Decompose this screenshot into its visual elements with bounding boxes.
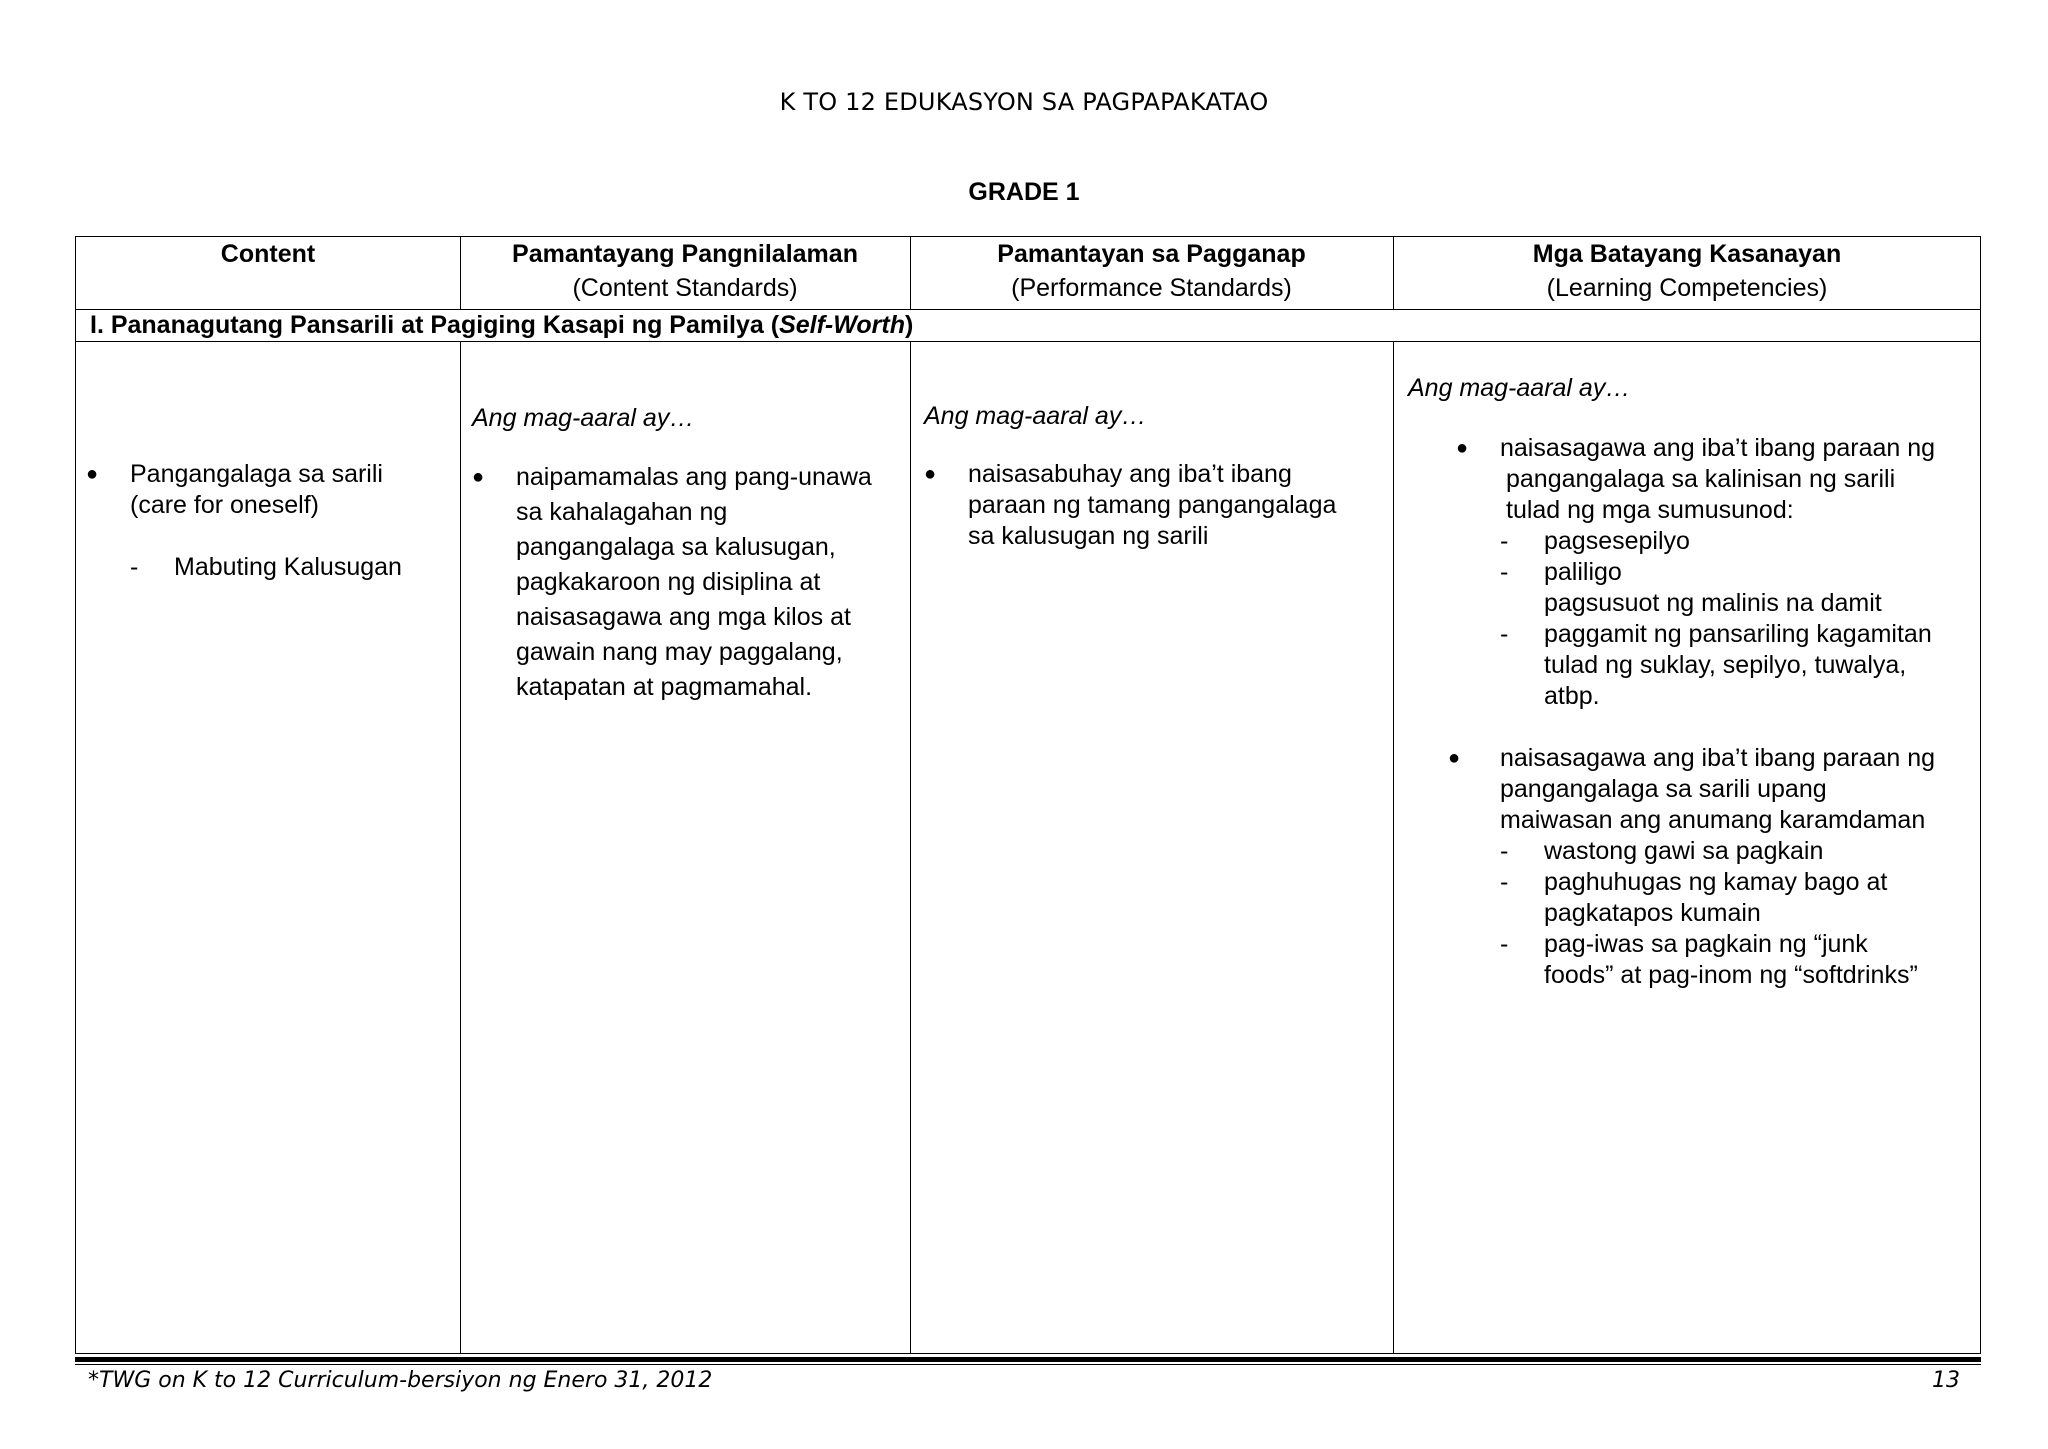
competency-line: paghuhugas ng kamay bago at: [1544, 868, 1888, 896]
column-header-learning-competencies: [1393, 237, 1981, 309]
competency-line: pangangalaga sa sarili upang: [1500, 775, 1827, 803]
dash-marker: -: [130, 553, 139, 581]
column-header-title: Content: [220, 240, 316, 268]
sub-item: [1500, 867, 1976, 929]
section-italic: Self-Worth: [779, 311, 905, 339]
column-header-subtitle: (Content Standards): [572, 274, 798, 302]
dash-marker: -: [1500, 868, 1509, 896]
column-divider: [910, 341, 911, 1353]
sub-item: [130, 552, 446, 583]
competency-line: maiwasan ang anumang karamdaman: [1500, 806, 1926, 834]
competency-line: paggamit ng pansariling kagamitan: [1544, 620, 1932, 648]
sub-item: [1500, 526, 1976, 557]
bullet-icon: ●: [472, 466, 485, 488]
bullet-icon: ●: [924, 463, 937, 485]
column-header-performance-standards: [910, 237, 1393, 309]
competency-line: foods” at pag-inom ng “softdrinks”: [1544, 961, 1918, 989]
competency-line: pagsesepilyo: [1544, 527, 1690, 555]
column-header-content: [76, 237, 460, 309]
lead-text: Ang mag-aaral ay…: [1408, 374, 1631, 402]
standard-line: pagkakaroon ng disiplina at: [516, 568, 821, 596]
footer-rule: [75, 1357, 1981, 1362]
standard-line: naisasabuhay ang iba’t ibang: [968, 460, 1292, 488]
section-prefix: I. Pananagutang Pansarili at Pagiging Kasapi ng Pamilya (: [90, 311, 780, 339]
dash-marker: -: [1500, 620, 1509, 648]
column-divider: [460, 341, 461, 1353]
section-title: [90, 309, 913, 341]
content-text: Pangangalaga sa sarili: [130, 460, 383, 488]
competency-line: tulad ng mga sumusunod:: [1506, 496, 1794, 524]
performance-standards-cell: [924, 401, 1384, 552]
column-header-title: Mga Batayang Kasanayan: [1532, 240, 1842, 268]
standard-line: naipamamalas ang pang-unawa: [516, 463, 872, 491]
sub-item: [1500, 557, 1976, 619]
sub-item: [1500, 929, 1976, 991]
content-text: Mabuting Kalusugan: [174, 553, 402, 581]
bullet-icon: ●: [86, 463, 99, 485]
section-suffix: ): [904, 311, 914, 339]
dash-marker: -: [1500, 558, 1509, 586]
content-text: (care for oneself): [130, 491, 319, 519]
competency-line: pag-iwas sa pagkain ng “junk: [1544, 930, 1868, 958]
dash-marker: -: [1500, 930, 1509, 958]
lead-text: Ang mag-aaral ay…: [924, 402, 1147, 430]
competency-line: naisasagawa ang iba’t ibang paraan ng: [1500, 744, 1936, 772]
competencies-cell: [1408, 373, 1976, 991]
competency-line: pagsusuot ng malinis na damit: [1544, 589, 1882, 617]
bullet-icon: ●: [1448, 747, 1461, 769]
list-item: [1456, 433, 1976, 712]
competency-line: wastong gawi sa pagkain: [1544, 837, 1824, 865]
dash-marker: -: [1500, 837, 1509, 865]
sub-item: [1500, 619, 1976, 712]
dash-marker: -: [1500, 527, 1509, 555]
grade-heading: GRADE 1: [968, 178, 1080, 206]
competency-line: tulad ng suklay, sepilyo, tuwalya,: [1544, 651, 1907, 679]
standard-line: paraan ng tamang pangangalaga: [968, 491, 1337, 519]
footer-note: *TWG on K to 12 Curriculum-bersiyon ng Enero 31, 2012: [88, 1368, 713, 1393]
content-standards-cell: [472, 401, 902, 705]
document-title: K TO 12 EDUKASYON SA PAGPAPAKATAO: [779, 88, 1269, 116]
competency-line: pangangalaga sa kalinisan ng sarili: [1506, 465, 1896, 493]
sub-item: [1500, 836, 1976, 867]
competency-line: naisasagawa ang iba’t ibang paraan ng: [1500, 434, 1936, 462]
standard-line: katapatan at pagmamahal.: [516, 673, 813, 701]
column-header-subtitle: (Learning Competencies): [1546, 274, 1828, 302]
standard-line: sa kalusugan ng sarili: [968, 522, 1209, 550]
column-header-content-standards: [460, 237, 910, 309]
column-divider: [1393, 341, 1394, 1353]
list-item: [1448, 743, 1976, 991]
bullet-icon: ●: [1456, 437, 1469, 459]
footer-rule: [75, 1364, 1981, 1365]
content-cell: [86, 459, 446, 583]
competency-line: pagkatapos kumain: [1544, 899, 1761, 927]
list-item: [472, 460, 902, 705]
curriculum-table: [75, 236, 1981, 1354]
standard-line: naisasagawa ang mga kilos at: [516, 603, 851, 631]
column-header-title: Pamantayan sa Pagganap: [997, 240, 1306, 268]
column-header-subtitle: (Performance Standards): [1011, 274, 1292, 302]
list-item: [924, 459, 1384, 552]
standard-line: pangangalaga sa kalusugan,: [516, 533, 836, 561]
column-header-title: Pamantayang Pangnilalaman: [512, 240, 858, 268]
competency-line: atbp.: [1544, 682, 1600, 710]
competency-line: paliligo: [1544, 558, 1622, 586]
row-divider: [76, 341, 1980, 342]
standard-line: sa kahalagahan ng: [516, 498, 728, 526]
list-item: [86, 459, 446, 583]
lead-text: Ang mag-aaral ay…: [472, 404, 695, 432]
standard-line: gawain nang may paggalang,: [516, 638, 843, 666]
page-number: 13: [1932, 1368, 1960, 1393]
